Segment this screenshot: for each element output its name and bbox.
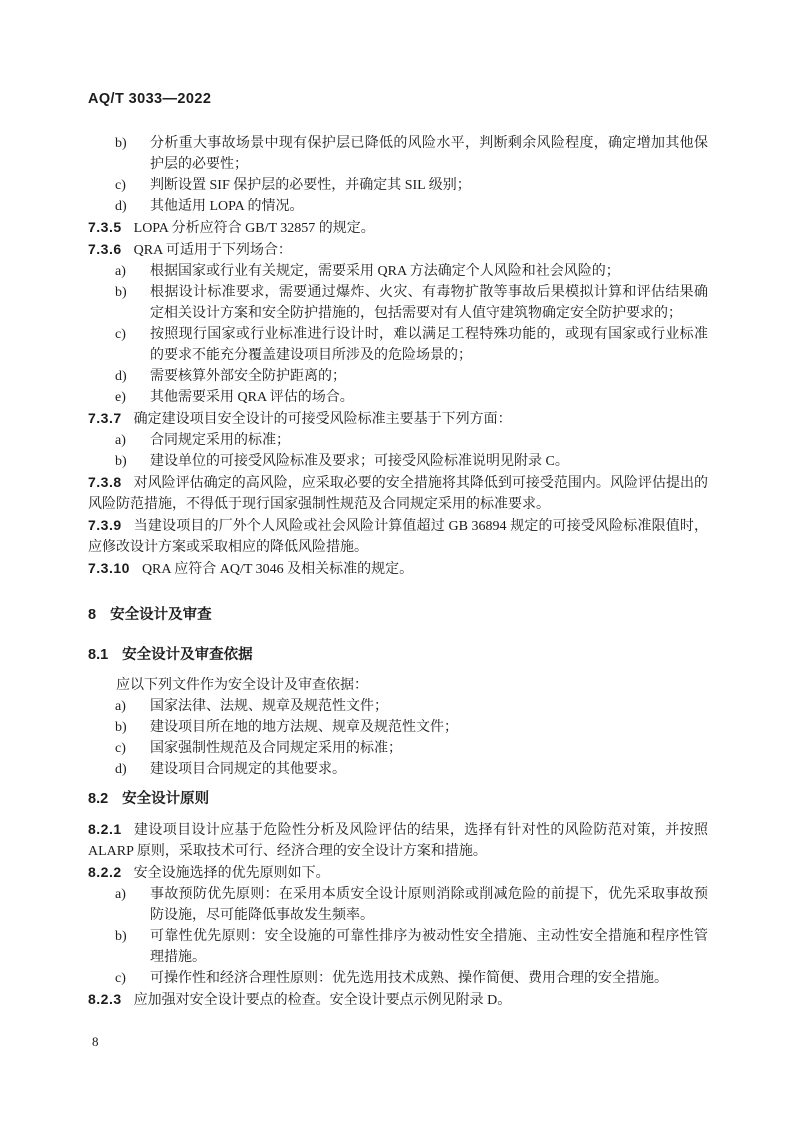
list-marker: d) [115,199,127,214]
list-item [88,738,708,759]
list-item [88,196,708,217]
list-item-text: 建设项目合同规定的其他要求。 [150,762,346,777]
clause-7-3-5 [88,217,708,239]
clause-text: QRA 应符合 AQ/T 3046 及相关标准的规定。 [141,562,414,577]
section-heading-8-2 [88,789,708,810]
list-item [88,759,708,780]
list-item [88,926,708,968]
list-item-text: 建设项目所在地的地方法规、规章及规范性文件； [150,720,458,735]
heading-number: 8 [88,607,97,623]
list-item [88,430,708,451]
list-item-text: 国家强制性规范及合同规定采用的标准； [150,741,402,756]
clause-text: 应加强对安全设计要点的检查。安全设计要点示例见附录 D。 [133,993,512,1008]
list-marker: b) [115,454,127,469]
heading-text: 安全设计及审查依据 [122,647,253,663]
clause-8-2-1 [88,819,708,862]
section-heading-8 [88,605,708,626]
list-item-text: 事故预防优先原则：在采用本质安全设计原则消除或削减危险的前提下，优先采取事故预防设施，尽可能降低事故发生频率。 [150,887,708,923]
section-heading-8-1 [88,645,708,666]
list-marker: b) [115,136,127,151]
list-item-text: 根据国家或行业有关规定，需要采用 QRA 方法确定个人风险和社会风险的； [150,264,620,279]
clause-text: 确定建设项目安全设计的可接受风险标准主要基于下列方面： [133,412,512,427]
list-item-text: 可靠性优先原则：安全设施的可靠性排序为被动性安全措施、主动性安全措施和程序性管理措施。 [150,929,708,965]
list-marker: c) [115,741,126,756]
list-item-text: 判断设置 SIF 保护层的必要性，并确定其 SIL 级别； [150,178,471,193]
list-item-text: 分析重大事故场景中现有保护层已降低的风险水平，判断剩余风险程度，确定增加其他保护层的必要性； [150,136,708,172]
list-item-text: 建设单位的可接受风险标准及要求；可接受风险标准说明见附录 C。 [150,454,569,469]
standard-number: AQ/T 3033—2022 [88,91,212,107]
list-marker: d) [115,762,127,777]
clause-7-3-10 [88,558,708,580]
list-item-text: 可操作性和经济合理性原则：优先选用技术成熟、操作简便、费用合理的安全措施。 [150,971,668,986]
heading-number: 8.2 [88,791,109,807]
list-item [88,261,708,282]
list-marker: b) [115,720,127,735]
heading-number: 8.1 [88,647,109,663]
clause-number: 8.2.2 [88,864,122,880]
list-item [88,696,708,717]
list-item-text: 合同规定采用的标准； [150,433,290,448]
list-marker: b) [115,929,127,944]
clause-number: 8.2.3 [88,991,122,1007]
list-item-text: 其他需要采用 QRA 评估的场合。 [150,390,354,405]
list-marker: c) [115,178,126,193]
list-item-text: 其他适用 LOPA 的情况。 [150,199,304,214]
clause-text: 安全设施选择的优先原则如下。 [133,866,330,881]
clause-7-3-7 [88,408,708,430]
list-item [88,968,708,989]
list-item [88,133,708,175]
list-item [88,884,708,926]
paragraph: 应以下列文件作为安全设计及审查依据： [116,678,368,693]
list-marker: d) [115,369,127,384]
clause-text: 当建设项目的厂外个人风险或社会风险计算值超过 GB 36894 规定的可接受风险标准限值时，应修改设计方案或采取相应的降低风险措施。 [88,519,708,555]
clause-7-3-8 [88,472,708,515]
list-item-text: 需要核算外部安全防护距离的； [150,369,346,384]
list-item-text: 按照现行国家或行业标准进行设计时，难以满足工程特殊功能的，或现有国家或行业标准的要求不能充分覆盖建设项目所涉及的危险场景的； [150,327,708,363]
list-item [88,324,708,366]
list-marker: a) [115,433,126,448]
clause-text: LOPA 分析应符合 GB/T 32857 的规定。 [133,221,375,236]
clause-number: 7.3.7 [88,410,122,426]
list-item [88,175,708,196]
clause-7-3-6 [88,239,708,261]
list-marker: c) [115,971,126,986]
list-marker: a) [115,887,126,902]
list-item [88,387,708,408]
clause-number: 7.3.9 [88,517,122,533]
clause-number: 7.3.5 [88,219,122,235]
clause-number: 7.3.6 [88,241,122,257]
heading-text: 安全设计及审查 [110,607,212,623]
clause-8-2-2 [88,862,708,884]
list-marker: a) [115,699,126,714]
clause-text: 对风险评估确定的高风险，应采取必要的安全措施将其降低到可接受范围内。风险评估提出的风险防范措施，不得低于现行国家强制性规范及合同规定采用的标准要求。 [88,476,708,512]
list-item-text: 国家法律、法规、规章及规范性文件； [150,699,388,714]
list-marker: b) [115,285,127,300]
list-item [88,451,708,472]
clause-number: 7.3.10 [88,560,130,576]
list-marker: a) [115,264,126,279]
heading-text: 安全设计原则 [122,791,210,807]
document-body [88,133,708,1011]
clause-text: 建设项目设计应基于危险性分析及风险评估的结果，选择有针对性的风险防范对策，并按照 ALARP 原则，采取技术可行、经济合理的安全设计方案和措施。 [88,823,708,859]
list-marker: c) [115,327,126,342]
list-item-text: 根据设计标准要求，需要通过爆炸、火灾、有毒物扩散等事故后果模拟计算和评估结果确定相关设计方案和安全防护措施的，包括需要对有人值守建筑物确定安全防护要求的； [150,285,708,321]
list-item [88,282,708,324]
list-marker: e) [115,390,126,405]
page-number: 8 [92,1034,99,1049]
clause-number: 7.3.8 [88,474,122,490]
clause-7-3-9 [88,515,708,558]
list-item [88,717,708,738]
list-item [88,366,708,387]
clause-text: QRA 可适用于下列场合： [133,243,292,258]
clause-number: 8.2.1 [88,821,122,837]
clause-8-2-3 [88,989,708,1011]
